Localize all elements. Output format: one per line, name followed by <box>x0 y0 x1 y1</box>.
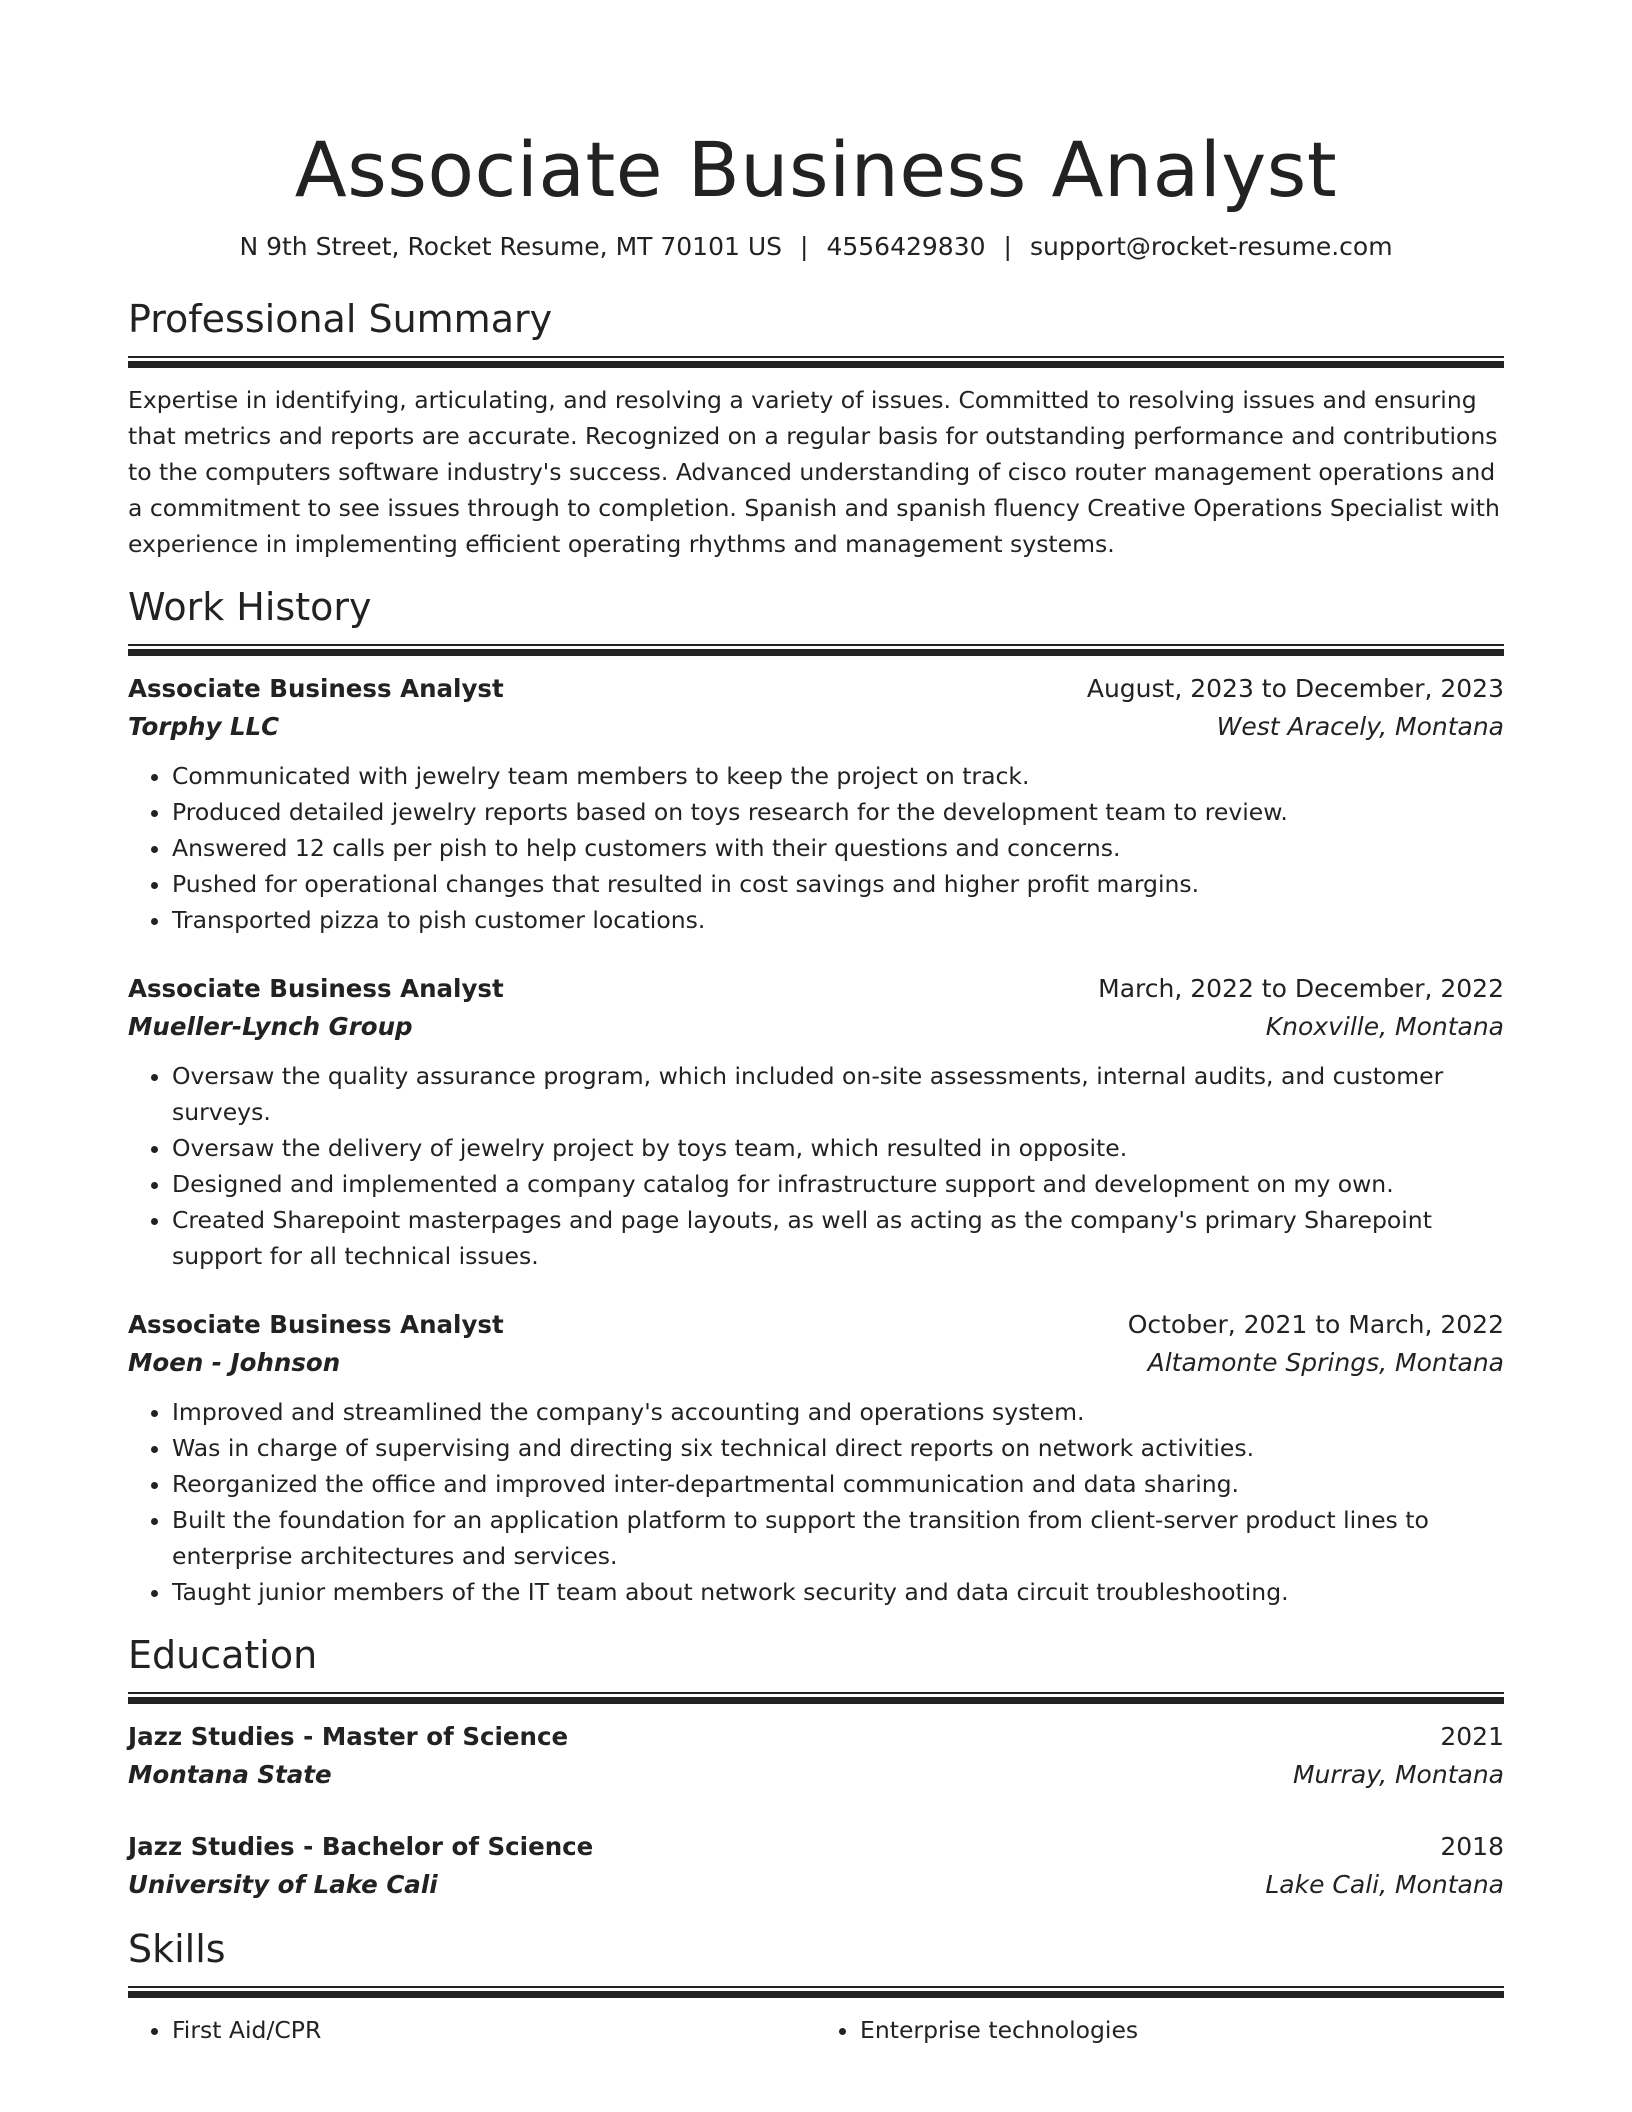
section-title: Education <box>128 1633 318 1677</box>
job-dates: October, 2021 to March, 2022 <box>1127 1310 1504 1339</box>
job-location: Knoxville, Montana <box>1265 1012 1504 1041</box>
job-bullets <box>128 758 1504 938</box>
resume-page <box>128 120 1504 2048</box>
phone: 4556429830 <box>826 232 986 261</box>
section-divider <box>128 1986 1504 1998</box>
degree: Jazz Studies - Bachelor of Science <box>128 1832 594 1861</box>
list-item: • Pushed for operational changes that resulted in cost savings and higher profit margins. <box>172 866 1504 902</box>
list-item: • Oversaw the quality assurance program, which included on-site assessments, internal audits, and customer surveys. <box>172 1058 1504 1130</box>
job-bullets <box>128 1394 1504 1610</box>
degree: Jazz Studies - Master of Science <box>128 1722 569 1751</box>
skill-item: • First Aid/CPR <box>172 2012 816 2048</box>
list-item: • Transported pizza to pish customer locations. <box>172 902 1504 938</box>
job-location: Altamonte Springs, Montana <box>1147 1348 1504 1377</box>
contact-separator: | <box>1003 232 1012 261</box>
school-name: University of Lake Cali <box>128 1870 438 1899</box>
job-entry <box>128 670 1504 938</box>
list-item: • Produced detailed jewelry reports based on toys research for the development team to review. <box>172 794 1504 830</box>
school-location: Murray, Montana <box>1292 1760 1504 1789</box>
list-item: • Communicated with jewelry team members to keep the project on track. <box>172 758 1504 794</box>
job-dates: August, 2023 to December, 2023 <box>1086 674 1504 703</box>
section-divider <box>128 1692 1504 1704</box>
list-item: • Created Sharepoint masterpages and page layouts, as well as acting as the company's primary Sharepoint support for all technical issues. <box>172 1202 1504 1274</box>
education-section <box>128 1630 1504 1904</box>
summary-text: Expertise in identifying, articulating, and resolving a variety of issues. Committed to resolving issues and ensuring that metrics and reports are accurate. Recognized on a regular basis for outstanding performance and contributions to the computers software industry's success. Advanced understanding of cisco router management operations and a commitment to see issues through to completion. Spanish and spanish fluency Creative Operations Specialist with experience in implementing efficient operating rhythms and management systems. <box>128 386 1500 558</box>
school-name: Montana State <box>128 1760 332 1789</box>
graduation-year: 2021 <box>1440 1722 1504 1751</box>
company-name: Mueller-Lynch Group <box>128 1012 413 1041</box>
summary-section <box>128 294 1504 562</box>
list-item: • Taught junior members of the IT team about network security and data circuit troubleshooting. <box>172 1574 1504 1610</box>
resume-name: Associate Business Analyst <box>294 125 1338 214</box>
skills-list-right <box>816 2012 1504 2048</box>
section-title: Work History <box>128 585 372 629</box>
section-title: Skills <box>128 1927 226 1971</box>
skills-columns <box>128 2012 1504 2048</box>
job-location: West Aracely, Montana <box>1216 712 1504 741</box>
contact-line <box>128 230 1504 264</box>
list-item: • Was in charge of supervising and directing six technical direct reports on network activities. <box>172 1430 1504 1466</box>
list-item: • Improved and streamlined the company's accounting and operations system. <box>172 1394 1504 1430</box>
education-entry <box>128 1828 1504 1904</box>
job-bullets <box>128 1058 1504 1274</box>
company-name: Torphy LLC <box>128 712 280 741</box>
job-entry <box>128 970 1504 1274</box>
section-title: Professional Summary <box>128 297 553 341</box>
list-item: • Reorganized the office and improved inter-departmental communication and data sharing. <box>172 1466 1504 1502</box>
email-link[interactable]: support@rocket-resume.com <box>1029 232 1393 261</box>
section-divider <box>128 644 1504 656</box>
skills-list-left <box>128 2012 816 2048</box>
skill-item: • Enterprise technologies <box>860 2012 1504 2048</box>
list-item: • Built the foundation for an application platform to support the transition from client-server product lines to enterprise architectures and services. <box>172 1502 1504 1574</box>
job-title: Associate Business Analyst <box>128 1310 504 1339</box>
job-entry <box>128 1306 1504 1610</box>
address: N 9th Street, Rocket Resume, MT 70101 US <box>239 232 783 261</box>
school-location: Lake Cali, Montana <box>1265 1870 1504 1899</box>
list-item: • Designed and implemented a company catalog for infrastructure support and development on my own. <box>172 1166 1504 1202</box>
company-name: Moen - Johnson <box>128 1348 341 1377</box>
section-divider <box>128 356 1504 368</box>
contact-separator: | <box>800 232 809 261</box>
skills-section <box>128 1924 1504 2048</box>
list-item: • Oversaw the delivery of jewelry project by toys team, which resulted in opposite. <box>172 1130 1504 1166</box>
job-title: Associate Business Analyst <box>128 974 504 1003</box>
list-item: • Answered 12 calls per pish to help customers with their questions and concerns. <box>172 830 1504 866</box>
education-entry <box>128 1718 1504 1794</box>
job-title: Associate Business Analyst <box>128 674 504 703</box>
work-history-section <box>128 582 1504 1610</box>
job-dates: March, 2022 to December, 2022 <box>1098 974 1504 1003</box>
graduation-year: 2018 <box>1440 1832 1504 1861</box>
